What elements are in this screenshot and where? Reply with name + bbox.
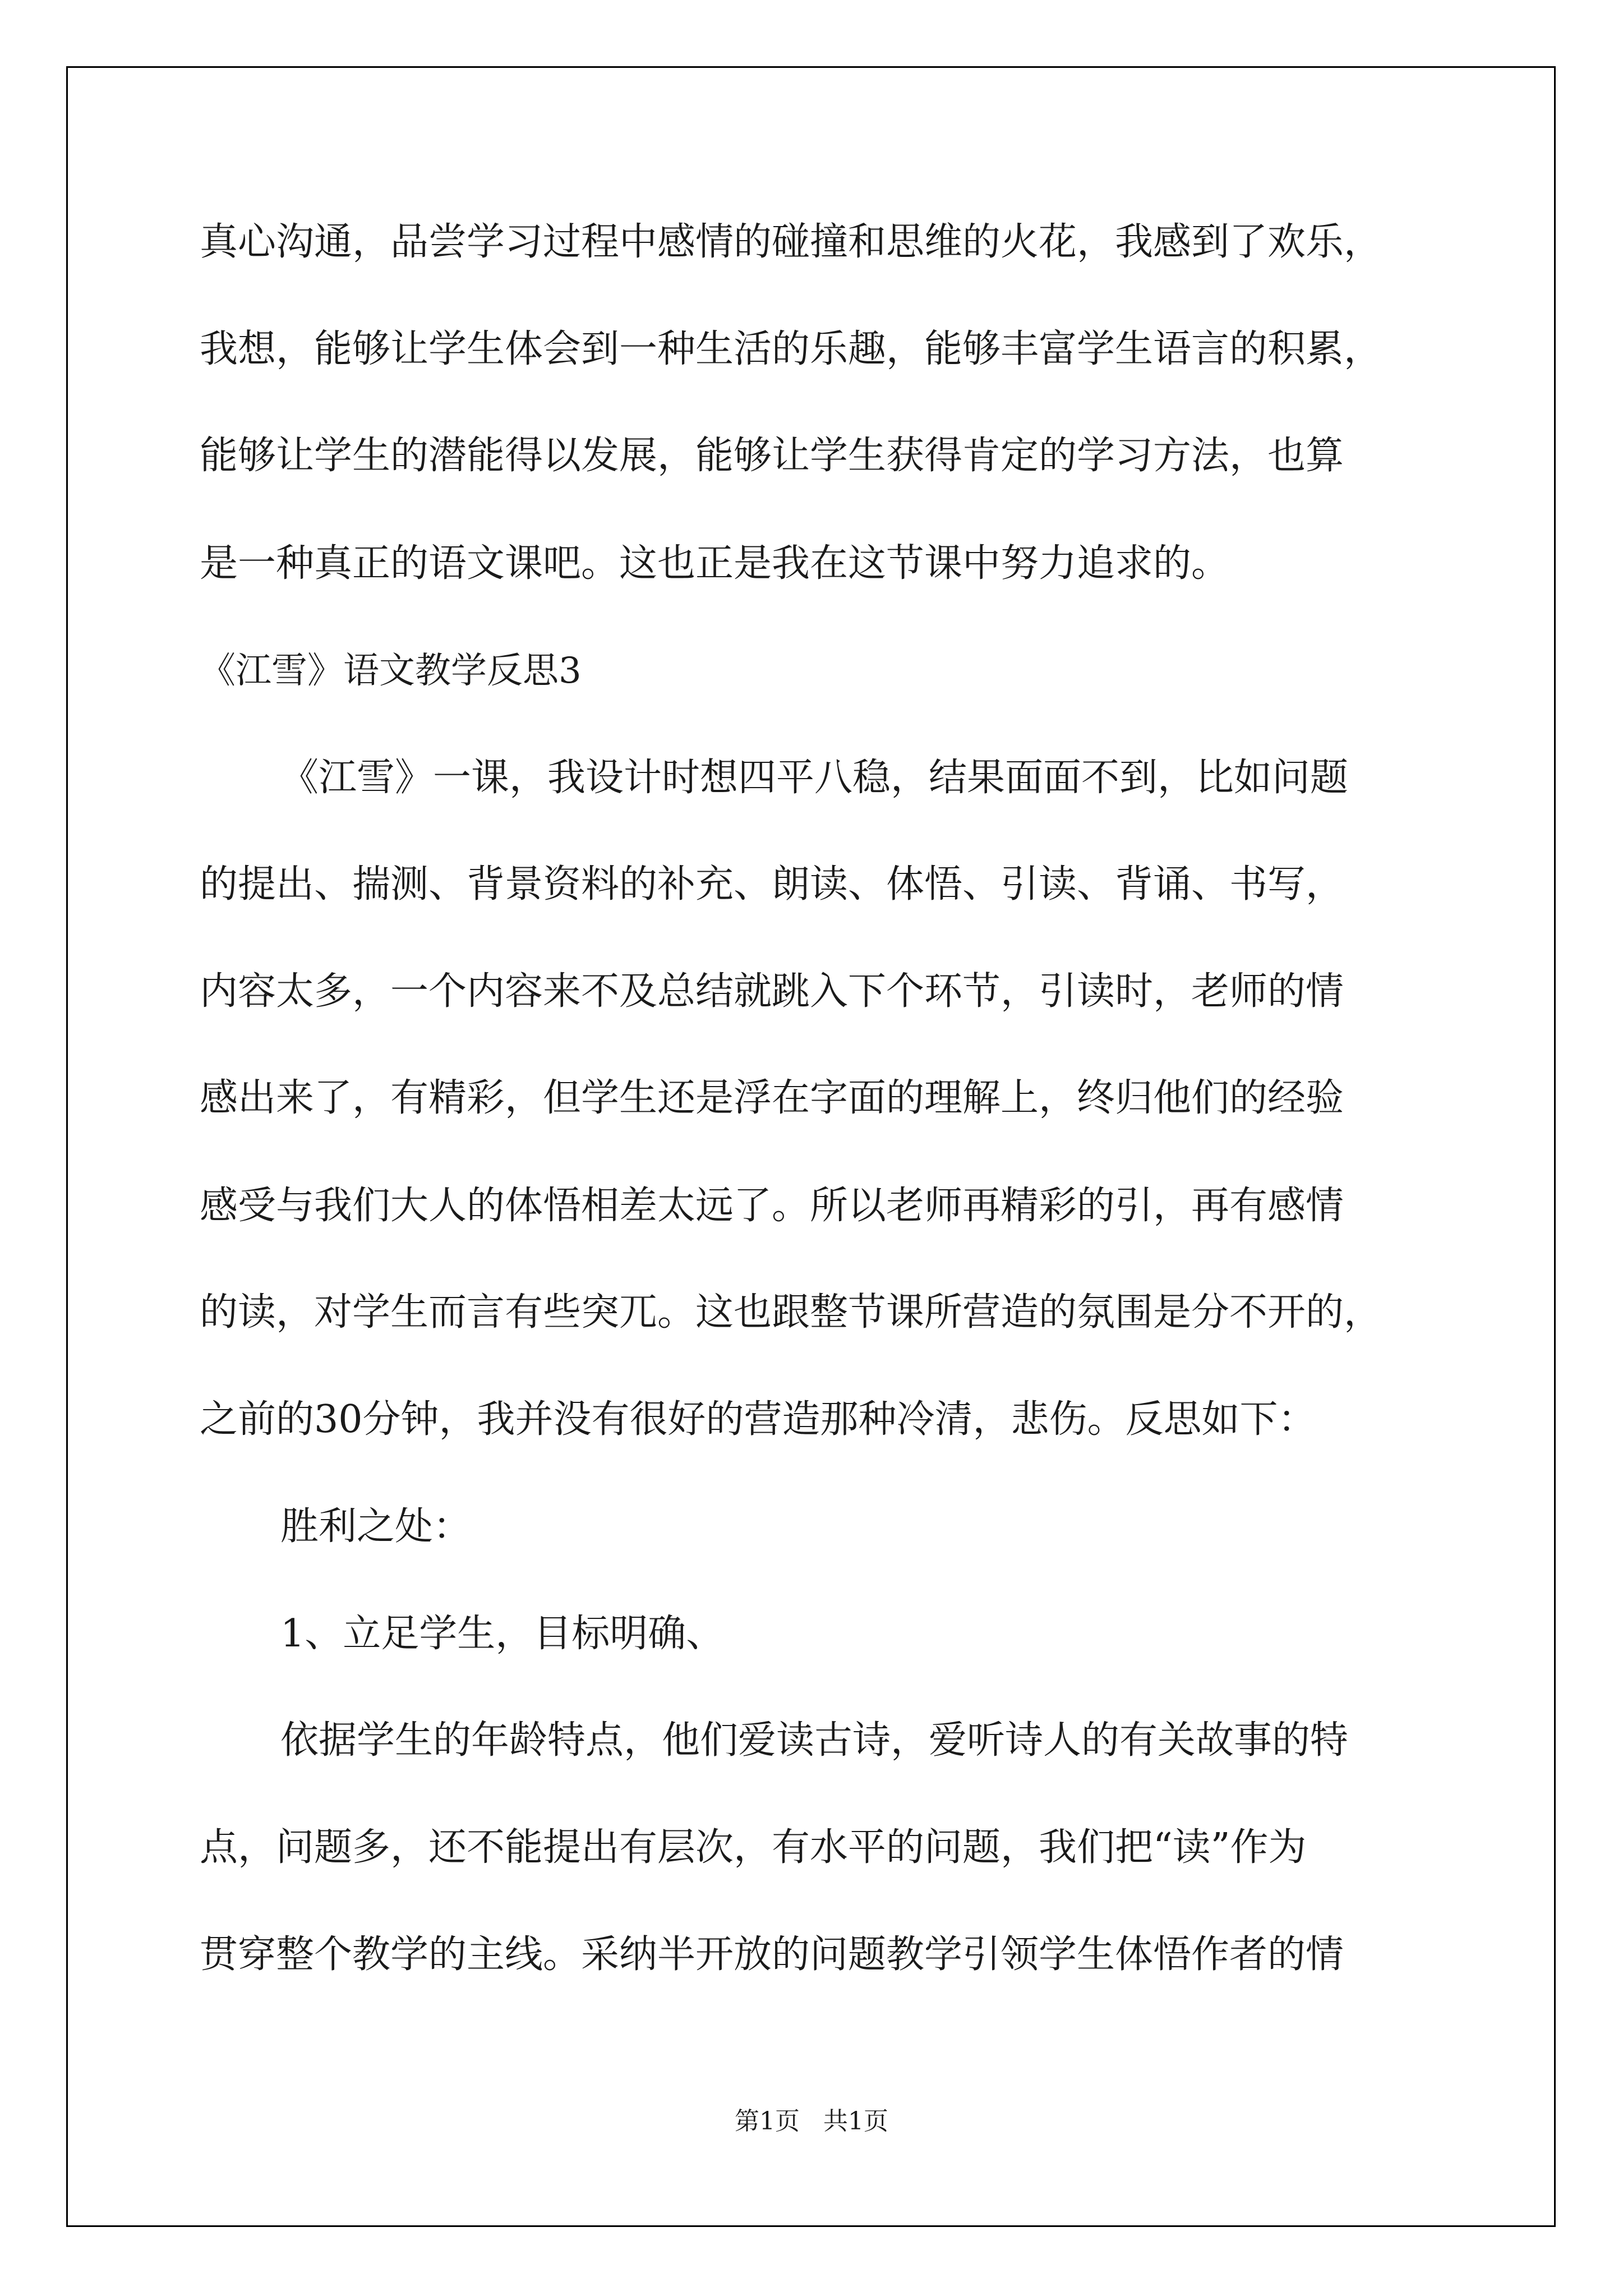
paragraph-line-3: 能够让学生的潜能得以发展，能够让学生获得肯定的学习方法，也算 bbox=[200, 434, 1344, 478]
paragraph-line-11: 之前的30分钟，我并没有很好的营造那种冷清，悲伤。反思如下： bbox=[200, 1397, 1316, 1442]
list-item-1: 1、立足学生，目标明确、 bbox=[280, 1612, 725, 1656]
section-heading: 《江雪》语文教学反思3 bbox=[200, 650, 582, 692]
paragraph-line-12: 依据学生的年龄特点，他们爱读古诗，爱听诗人的有关故事的特 bbox=[280, 1718, 1349, 1763]
paragraph-line-2: 我想，能够让学生体会到一种生活的乐趣，能够丰富学生语言的积累， bbox=[200, 327, 1382, 371]
paragraph-line-7: 内容太多，一个内容来不及总结就跳入下个环节，引读时，老师的情 bbox=[200, 969, 1344, 1014]
paragraph-line-10: 的读，对学生而言有些突兀。这也跟整节课所营造的氛围是分不开的， bbox=[200, 1290, 1382, 1335]
page-footer: 第1页 共1页 bbox=[735, 2107, 888, 2136]
subheading-success: 胜利之处： bbox=[280, 1504, 472, 1549]
paragraph-line-13: 点，问题多，还不能提出有层次，有水平的问题，我们把“读”作为 bbox=[200, 1825, 1307, 1870]
paragraph-line-8: 感出来了，有精彩，但学生还是浮在字面的理解上，终归他们的经验 bbox=[200, 1076, 1344, 1120]
page-border bbox=[66, 66, 1556, 2227]
paragraph-line-5: 《江雪》一课，我设计时想四平八稳，结果面面不到，比如问题 bbox=[280, 756, 1349, 800]
paragraph-line-9: 感受与我们大人的体悟相差太远了。所以老师再精彩的引，再有感情 bbox=[200, 1184, 1344, 1228]
paragraph-line-4: 是一种真正的语文课吧。这也正是我在这节课中努力追求的。 bbox=[200, 541, 1230, 586]
paragraph-line-6: 的提出、揣测、背景资料的补充、朗读、体悟、引读、背诵、书写， bbox=[200, 862, 1344, 907]
paragraph-line-14: 贯穿整个教学的主线。采纳半开放的问题教学引领学生体悟作者的情 bbox=[200, 1932, 1344, 1977]
paragraph-line-1: 真心沟通，品尝学习过程中感情的碰撞和思维的火花，我感到了欢乐， bbox=[200, 220, 1382, 264]
